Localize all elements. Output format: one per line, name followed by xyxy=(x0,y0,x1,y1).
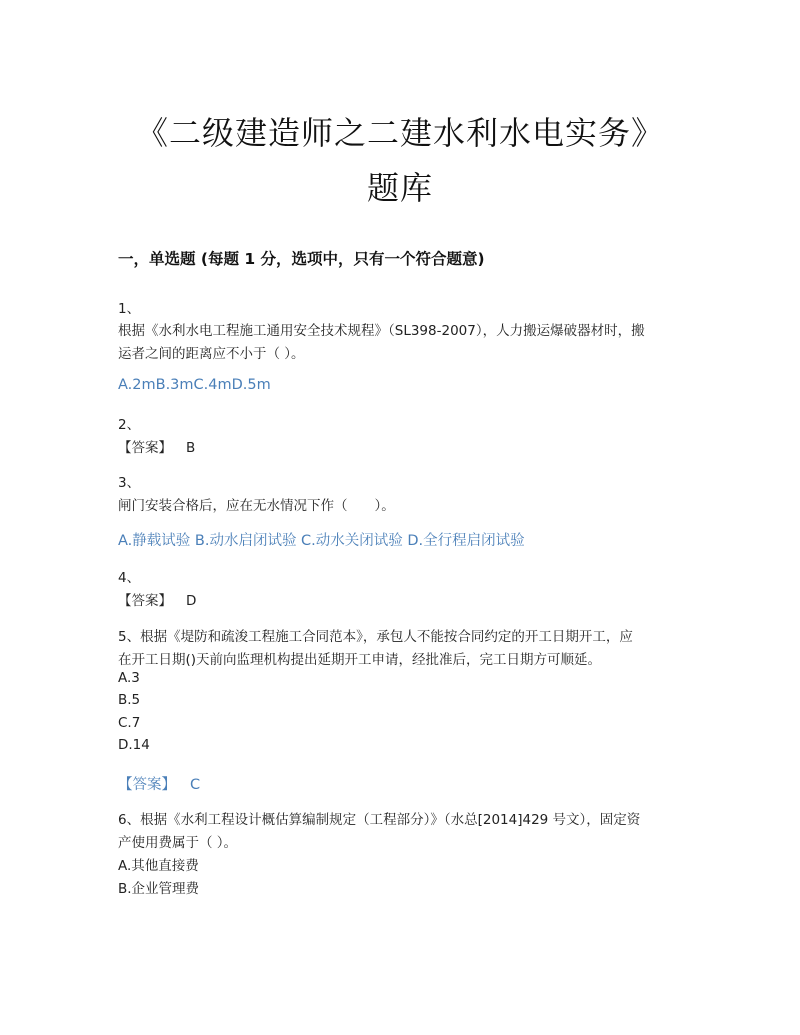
q6-stem-line1: 6、根据《水利工程设计概估算编制规定（工程部分）》（水总[2014]429 号文），固定资 xyxy=(118,812,641,828)
q6-stem-line2: 产使用费属于（ ）。 xyxy=(118,835,238,851)
q1-number: 1、 xyxy=(118,301,141,317)
answer-label: 【答案】 xyxy=(118,440,172,456)
answer-value: D xyxy=(186,593,197,609)
q5-option-d: D.14 xyxy=(118,737,150,753)
q3-number: 3、 xyxy=(118,475,141,491)
answer-value: B xyxy=(186,440,196,456)
q5-option-c: C.7 xyxy=(118,715,141,731)
q5-option-a: A.3 xyxy=(118,670,140,686)
q4-answer xyxy=(118,589,196,609)
answer-label: 【答案】 xyxy=(118,593,172,609)
q3-options: A.静载试验 B.动水启闭试验 C.动水关闭试验 D.全行程启闭试验 xyxy=(118,533,525,549)
answer-label: 【答案】 xyxy=(118,777,176,793)
q3-stem-line1: 闸门安装合格后，应在无水情况下作（ ）。 xyxy=(118,498,395,514)
answer-value: C xyxy=(190,777,201,793)
q5-option-b: B.5 xyxy=(118,692,141,708)
q1-stem-line2: 运者之间的距离应不小于（ ）。 xyxy=(118,346,305,362)
q1-stem-line1: 根据《水利水电工程施工通用安全技术规程》（SL398-2007），人力搬运爆破器材时，搬 xyxy=(118,323,645,339)
document-title-line2: 题库 xyxy=(366,169,433,207)
q1-options: A.2mB.3mC.4mD.5m xyxy=(118,377,271,393)
q2-number: 2、 xyxy=(118,417,141,433)
q5-answer xyxy=(118,773,200,794)
q4-number: 4、 xyxy=(118,570,141,586)
q5-stem-line2: 在开工日期()天前向监理机构提出延期开工申请，经批准后，完工日期方可顺延。 xyxy=(118,652,602,668)
q5-stem-line1: 5、根据《堤防和疏浚工程施工合同范本》，承包人不能按合同约定的开工日期开工，应 xyxy=(118,629,633,645)
document-title-line1: 《二级建造师之二建水利水电实务》 xyxy=(135,114,664,152)
q6-option-b: B.企业管理费 xyxy=(118,881,200,897)
section-heading: 一，单选题 (每题 1 分，选项中，只有一个符合题意) xyxy=(118,250,485,268)
q6-option-a: A.其他直接费 xyxy=(118,858,199,874)
q2-answer xyxy=(118,436,195,456)
